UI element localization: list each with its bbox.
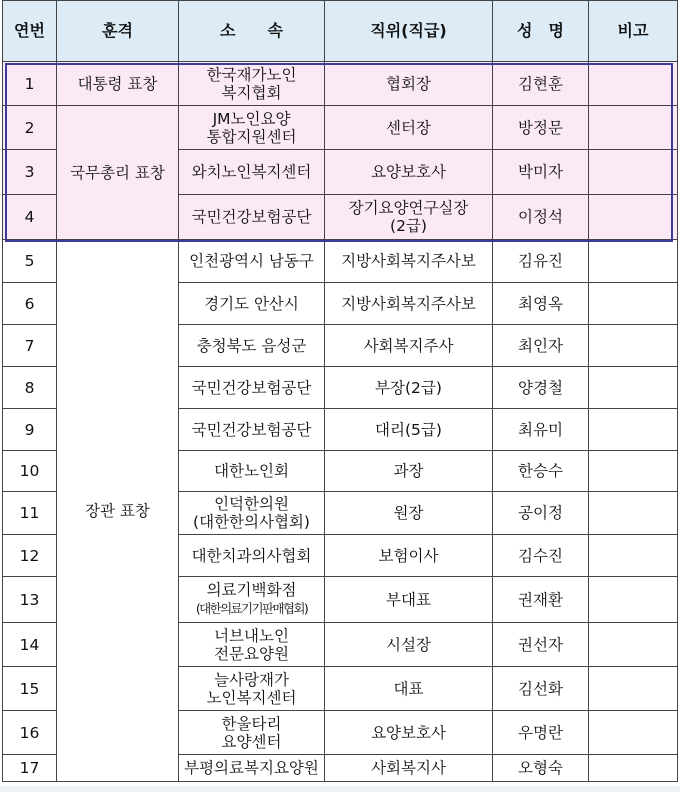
row-note: [589, 623, 678, 667]
award-prime-minister: 국무총리 표창: [57, 106, 179, 240]
row-org: JM노인요양 통합지원센터: [179, 106, 325, 150]
row-name: 박미자: [493, 150, 589, 195]
row-position: 센터장: [325, 106, 493, 150]
row-note: [589, 711, 678, 755]
row-name: 김선화: [493, 667, 589, 711]
row-note: [589, 367, 678, 409]
header-note: 비고: [589, 1, 678, 62]
row-no: 17: [3, 755, 57, 782]
table-header-row: [3, 1, 678, 62]
row-position: 부대표: [325, 577, 493, 623]
row-position: 과장: [325, 451, 493, 492]
row-name: 최유미: [493, 409, 589, 451]
row-name: 권선자: [493, 623, 589, 667]
table-row: [3, 240, 678, 283]
row-name: 김현훈: [493, 62, 589, 106]
award-minister: 장관 표창: [57, 240, 179, 782]
row-position: 요양보호사: [325, 711, 493, 755]
row-org: 충청북도 음성군: [179, 325, 325, 367]
table-row: [3, 106, 678, 150]
row-name: 김유진: [493, 240, 589, 283]
row-no: 13: [3, 577, 57, 623]
row-no: 1: [3, 62, 57, 106]
row-position: 보험이사: [325, 535, 493, 577]
award-presidential: 대통령 표창: [57, 62, 179, 106]
row-note: [589, 283, 678, 325]
row-org: 경기도 안산시: [179, 283, 325, 325]
row-no: 6: [3, 283, 57, 325]
row-position: 협회장: [325, 62, 493, 106]
row-no: 4: [3, 195, 57, 240]
row-position: 부장(2급): [325, 367, 493, 409]
row-org: 늘사랑재가 노인복지센터: [179, 667, 325, 711]
row-no: 16: [3, 711, 57, 755]
row-org: 와치노인복지센터: [179, 150, 325, 195]
row-no: 7: [3, 325, 57, 367]
row-position: 지방사회복지주사보: [325, 240, 493, 283]
row-note: [589, 195, 678, 240]
table-row: [3, 62, 678, 106]
row-org: 인덕한의원 (대한한의사협회): [179, 492, 325, 535]
row-no: 9: [3, 409, 57, 451]
row-name: 우명란: [493, 711, 589, 755]
row-name: 최인자: [493, 325, 589, 367]
row-org: 부평의료복지요양원: [179, 755, 325, 782]
row-name: 이정석: [493, 195, 589, 240]
row-note: [589, 451, 678, 492]
row-position: 장기요양연구실장 (2급): [325, 195, 493, 240]
header-no: 연번: [3, 1, 57, 62]
row-no: 10: [3, 451, 57, 492]
row-no: 15: [3, 667, 57, 711]
bottom-strip: [0, 786, 680, 792]
row-no: 3: [3, 150, 57, 195]
row-org-sub: (대한의료기기판매협회): [195, 601, 308, 616]
row-no: 2: [3, 106, 57, 150]
row-note: [589, 577, 678, 623]
row-no: 5: [3, 240, 57, 283]
award-recipients-table: [2, 0, 678, 782]
header-org: 소 속: [179, 1, 325, 62]
row-note: [589, 325, 678, 367]
row-org: 대한노인회: [179, 451, 325, 492]
row-no: 14: [3, 623, 57, 667]
row-note: [589, 240, 678, 283]
header-award: 훈격: [57, 1, 179, 62]
row-org: 한울타리 요양센터: [179, 711, 325, 755]
row-note: [589, 492, 678, 535]
row-org: [179, 577, 325, 623]
row-note: [589, 535, 678, 577]
row-org: 국민건강보험공단: [179, 409, 325, 451]
row-org-main: 의료기백화점: [206, 581, 297, 599]
row-position: 대표: [325, 667, 493, 711]
row-no: 12: [3, 535, 57, 577]
row-org: 인천광역시 남동구: [179, 240, 325, 283]
header-position: 직위(직급): [325, 1, 493, 62]
row-note: [589, 755, 678, 782]
row-name: 오형숙: [493, 755, 589, 782]
row-org: 국민건강보험공단: [179, 195, 325, 240]
row-note: [589, 150, 678, 195]
row-name: 방정문: [493, 106, 589, 150]
row-position: 요양보호사: [325, 150, 493, 195]
row-name: 한승수: [493, 451, 589, 492]
row-name: 최영옥: [493, 283, 589, 325]
row-org: 국민건강보험공단: [179, 367, 325, 409]
row-no: 8: [3, 367, 57, 409]
row-name: 양경철: [493, 367, 589, 409]
row-note: [589, 667, 678, 711]
row-note: [589, 106, 678, 150]
row-org: 한국재가노인 복지협회: [179, 62, 325, 106]
row-note: [589, 409, 678, 451]
row-org: 대한치과의사협회: [179, 535, 325, 577]
row-name: 권재환: [493, 577, 589, 623]
row-position: 사회복지사: [325, 755, 493, 782]
row-name: 공이정: [493, 492, 589, 535]
row-position: 시설장: [325, 623, 493, 667]
row-no: 11: [3, 492, 57, 535]
row-position: 대리(5급): [325, 409, 493, 451]
header-name: 성 명: [493, 1, 589, 62]
row-position: 원장: [325, 492, 493, 535]
row-org: 너브내노인 전문요양원: [179, 623, 325, 667]
row-position: 사회복지주사: [325, 325, 493, 367]
row-name: 김수진: [493, 535, 589, 577]
row-note: [589, 62, 678, 106]
row-position: 지방사회복지주사보: [325, 283, 493, 325]
